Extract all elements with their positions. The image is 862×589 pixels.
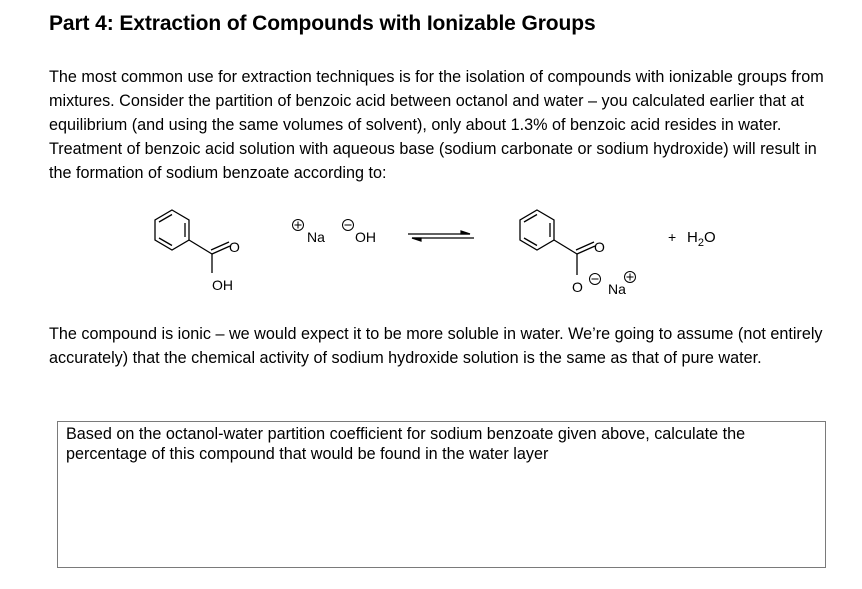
answer-prompt: Based on the octanol-water partition coefficient for sodium benzoate given above, calculate the percentage of this compound that would be found in the water layer (66, 425, 746, 463)
benzoic-acid-oh: OH (212, 277, 233, 293)
sodium-benzoate-anion-o: O (572, 279, 583, 295)
sodium-benzoate-structure (520, 210, 595, 275)
plus-sign: + (668, 229, 677, 245)
water-formula (687, 229, 716, 249)
sodium-benzoate-ring (520, 210, 554, 250)
water-h: H (687, 229, 698, 246)
plus-charge-icon (293, 220, 304, 231)
sodium-counterion-label: Na (608, 281, 626, 297)
ionic-compound-paragraph: The compound is ionic – we would expect it to be more soluble in water. We’re going to assume (not entirely accurately) that the chemical activity of sodium hydroxide solution is the same as that of pure water. (49, 325, 823, 367)
intro-paragraph: The most common use for extraction techniques is for the isolation of compounds with ionizable groups from mixtures. Consider the partition of benzoic acid between octanol and water – you calculated earlier that at equilibrium (and using the same volumes of solvent), only about 1.3% of benzoic acid resides in water. Treatment of benzoic acid solution with aqueous base (sodium carbonate or sodium hydroxide) will result in the formation of sodium benzoate according to: (49, 68, 824, 182)
carbonyl-double-bond (212, 246, 230, 254)
page-title: Part 4: Extraction of Compounds with Ionizable Groups (49, 12, 596, 35)
water-subscript: 2 (697, 237, 704, 249)
minus-charge-icon (343, 220, 354, 231)
sodium-benzoate-carbonyl-o: O (594, 239, 605, 255)
benzoic-acid-structure (155, 210, 230, 273)
sodium-cation-label: Na (307, 229, 325, 245)
water-o: O (703, 229, 716, 246)
benzoic-acid-carbonyl-o: O (229, 239, 240, 255)
equilibrium-arrow-icon (408, 231, 474, 241)
plus-charge-icon (625, 272, 636, 283)
benzoic-acid-ring (155, 210, 189, 250)
answer-box[interactable] (57, 421, 826, 568)
hydroxide-anion-label: OH (355, 229, 376, 245)
minus-charge-icon (590, 274, 601, 285)
ring-carboxyl-bond (189, 240, 212, 254)
reaction-scheme (0, 195, 862, 310)
